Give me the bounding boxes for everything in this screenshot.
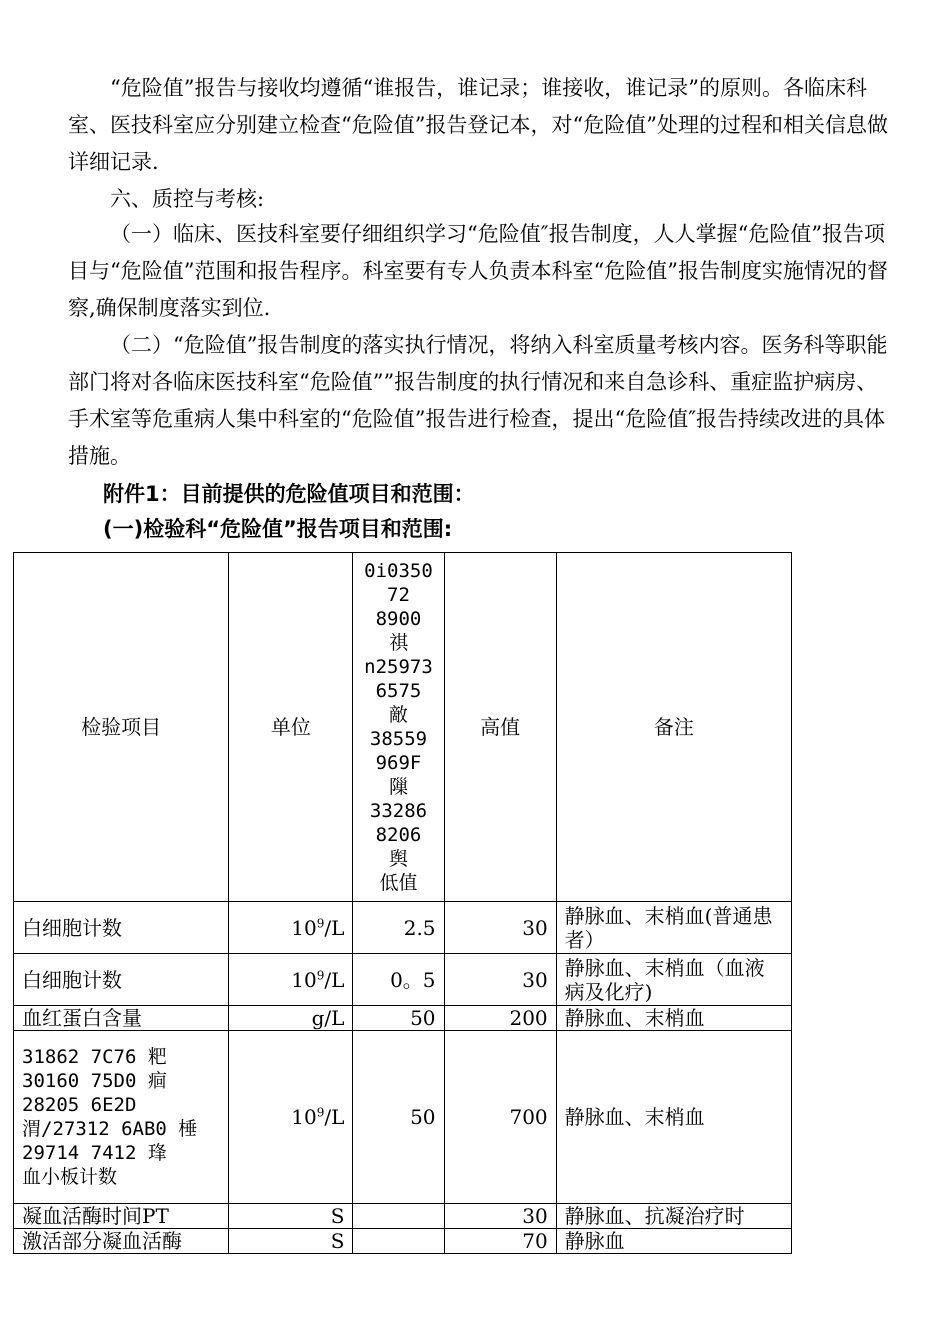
table-row <box>14 902 792 954</box>
paragraph-quality-control-2: （二）“危险值”报告制度的落实执行情况，将纳入科室质量考核内容。医务科等职能部门将对各临床医技科室“危险值””报告制度的执行情况和来自急诊科、重症监护病房、手术室等危重病人集中科室的“危险值”报告进行检查，提出“危险值″报告持续改进的具体措施。 <box>68 333 888 468</box>
header-low: 0i0350 72 8900 祺 n25973 6575 敵 38559 969F 隟 33286 8206 舆 低值 <box>353 553 444 902</box>
critical-value-table <box>13 552 792 1254</box>
cell-unit: S <box>229 1204 353 1229</box>
cell-note: 静脉血、末梢血 <box>556 1031 791 1204</box>
cell-low: 50 <box>353 1031 444 1204</box>
paragraph-quality-control-1: （一）临床、医技科室要仔细组织学习“危险值″报告制度，人人掌握“危险值”报告项目与“危险值”范围和报告程序。科室要有专人负责本科室“危险值”报告制度实施情况的督察,确保制度落实到位. <box>68 222 888 320</box>
cell-item: 白细胞计数 <box>14 902 229 954</box>
cell-item: 激活部分凝血活酶 <box>14 1229 229 1254</box>
header-high: 高值 <box>444 553 556 902</box>
lab-section-heading: (一)检验科“危险值”报告项目和范围: <box>103 517 453 541</box>
cell-item: 凝血活酶时间PT <box>14 1204 229 1229</box>
cell-note: 静脉血、末梢血 <box>556 1006 791 1031</box>
table-row <box>14 954 792 1006</box>
cell-unit: $10^9/L$ <box>229 902 353 954</box>
attachment-heading: 附件1：目前提供的危险值项目和范围： <box>103 482 475 506</box>
cell-high: 30 <box>444 902 556 954</box>
cell-high: 30 <box>444 954 556 1006</box>
table-row <box>14 1031 792 1204</box>
cell-low: 2.5 <box>353 902 444 954</box>
paragraph-report-principle: “危险值”报告与接收均遵循“谁报告，谁记录；谁接收，谁记录”的原则。各临床科室、医技科室应分别建立检查“危险值”报告登记本，对“危险值”处理的过程和相关信息做详细记录. <box>68 76 888 174</box>
cell-note: 静脉血、末梢血（血液病及化疗) <box>556 954 791 1006</box>
cell-item: 白细胞计数 <box>14 954 229 1006</box>
header-unit: 单位 <box>229 553 353 902</box>
cell-unit: $10^9/L$ <box>229 954 353 1006</box>
cell-low: 50 <box>353 1006 444 1031</box>
cell-low <box>353 1229 444 1254</box>
header-item: 检验项目 <box>14 553 229 902</box>
cell-low <box>353 1204 444 1229</box>
cell-item: 血红蛋白含量 <box>14 1006 229 1031</box>
cell-high: 700 <box>444 1031 556 1204</box>
cell-note: 静脉血、抗凝治疗时 <box>556 1204 791 1229</box>
table-header-row <box>14 553 792 902</box>
cell-low: 0。5 <box>353 954 444 1006</box>
cell-unit: $10^9/L$ <box>229 1031 353 1204</box>
cell-high: 30 <box>444 1204 556 1229</box>
cell-note: 静脉血 <box>556 1229 791 1254</box>
section-title-quality-control: 六、质控与考核: <box>110 187 265 211</box>
cell-item: 31862 7C76 粑 30160 75D0 痐 28205 6E2D 渭/27312 6AB0 棰 29714 7412 琒 血小板计数 <box>14 1031 229 1204</box>
table-row <box>14 1229 792 1254</box>
table-row <box>14 1006 792 1031</box>
cell-unit: S <box>229 1229 353 1254</box>
cell-high: 70 <box>444 1229 556 1254</box>
header-note: 备注 <box>556 553 791 902</box>
table-row <box>14 1204 792 1229</box>
cell-unit: g/L <box>229 1006 353 1031</box>
cell-note: 静脉血、末梢血(普通患者） <box>556 902 791 954</box>
cell-high: 200 <box>444 1006 556 1031</box>
